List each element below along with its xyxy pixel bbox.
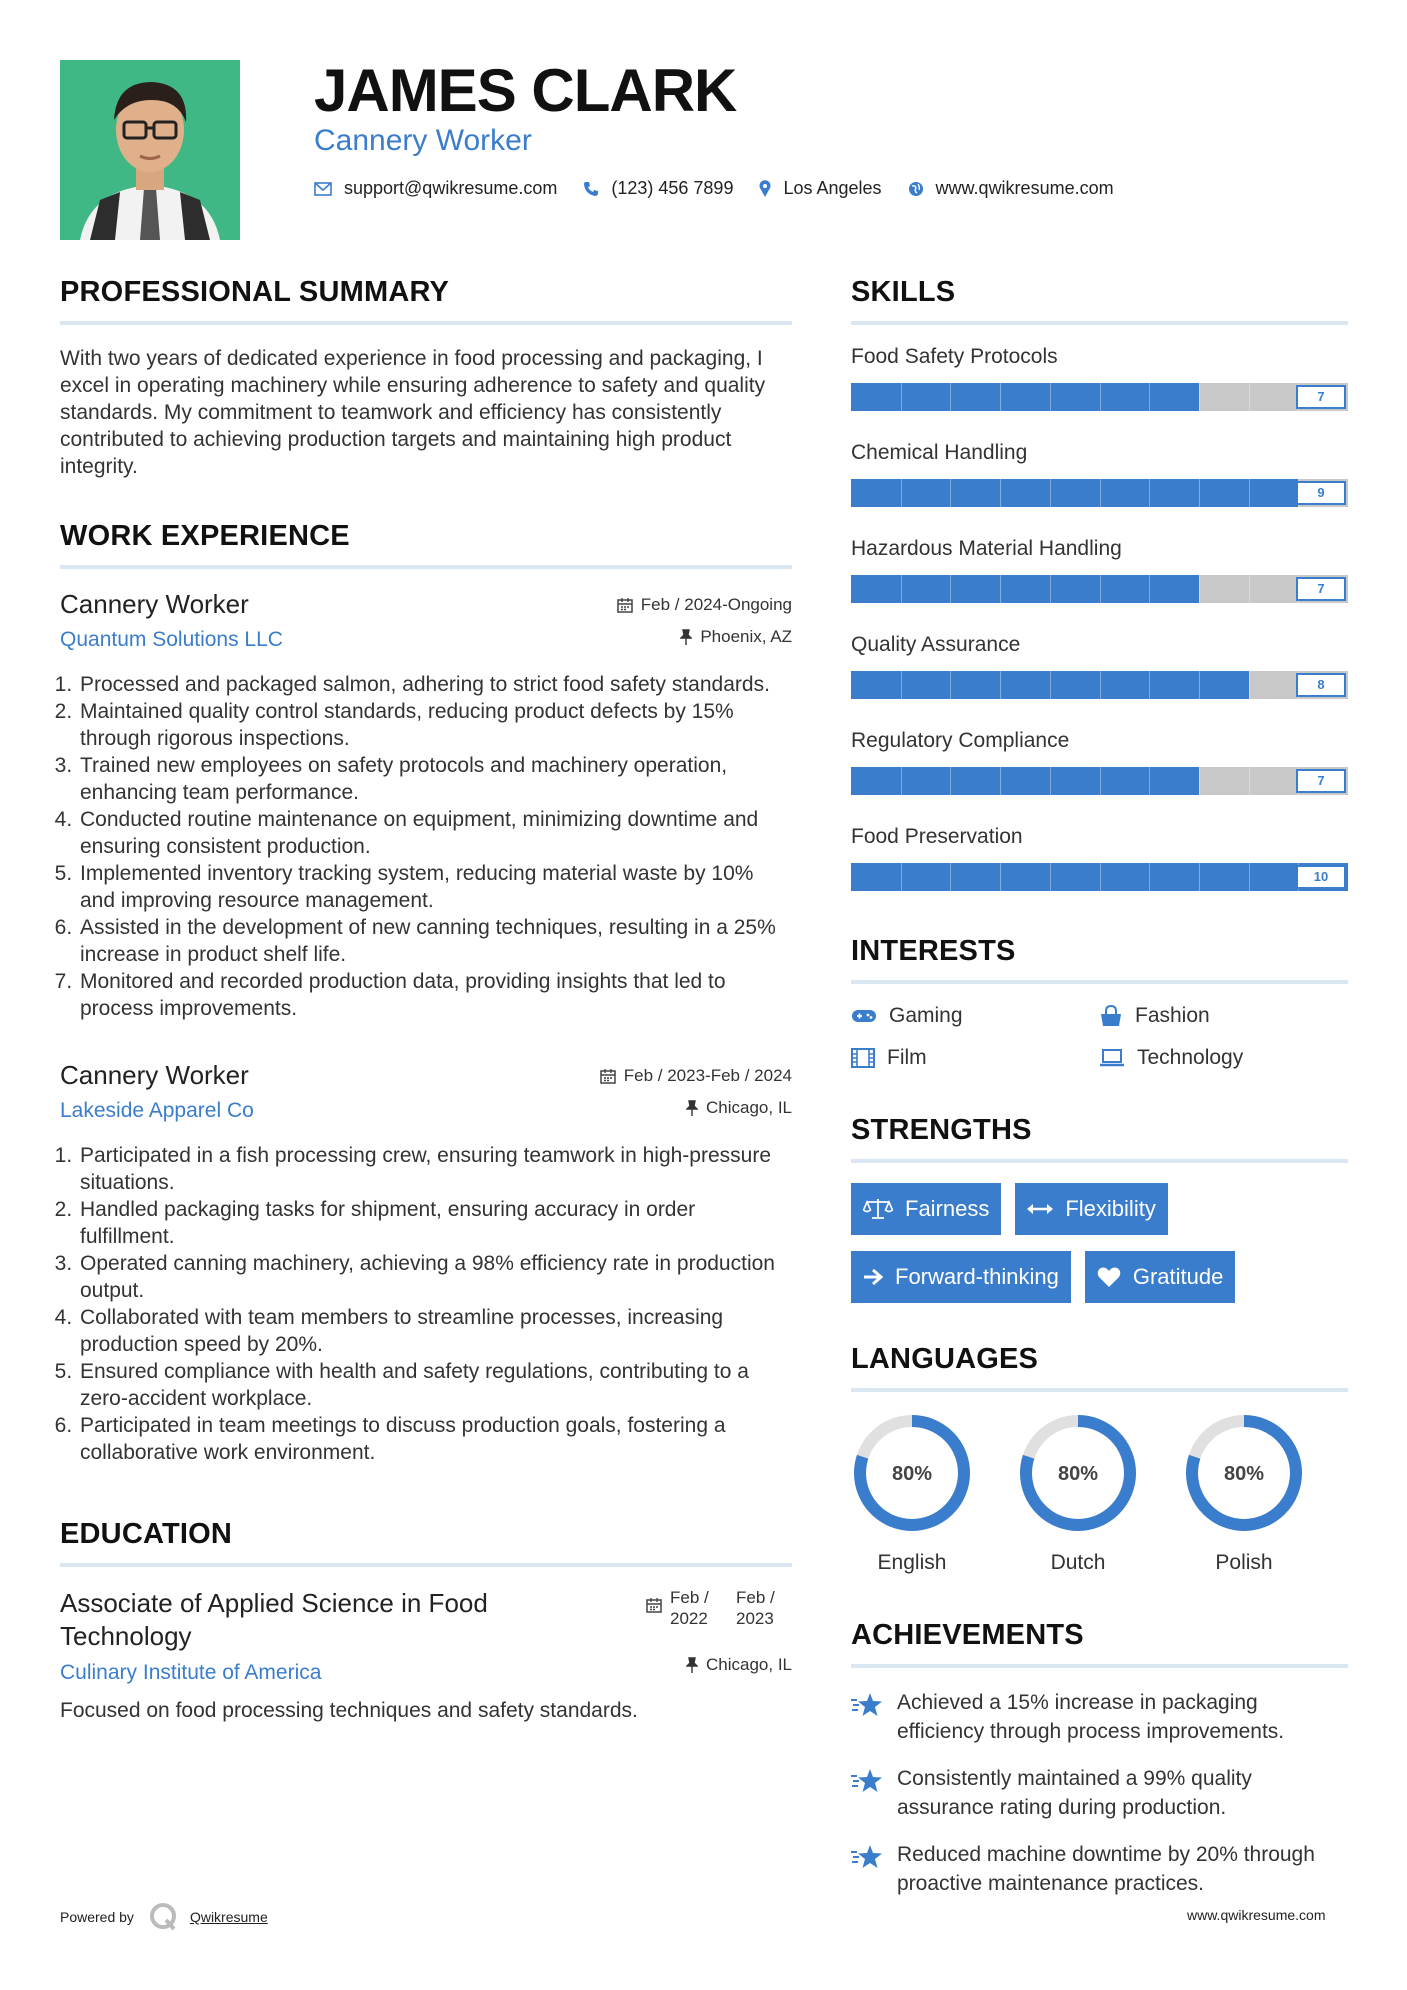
skill-bar-segment — [1000, 479, 1001, 507]
skill-bar-segment — [901, 671, 902, 699]
skill-bar — [851, 863, 1348, 891]
globe-icon — [908, 181, 924, 197]
candidate-title: Cannery Worker — [314, 124, 532, 157]
qwikresume-logo-icon — [148, 1902, 178, 1932]
brand-link[interactable]: Qwikresume — [189, 1909, 268, 1925]
job-company: Lakeside Apparel Co — [60, 1099, 254, 1122]
list-item: 4. Collaborated with team members to streamline processes, increasing production speed by 20%. — [78, 1304, 792, 1358]
skill-level: 8 — [1296, 673, 1346, 697]
skill-bar-segment — [950, 479, 951, 507]
edu-end: Feb / 2023 — [736, 1588, 775, 1628]
star-award-icon — [851, 1692, 883, 1718]
skill-bar-segment — [1100, 863, 1101, 891]
skill-bar-segment — [1249, 383, 1250, 411]
pin-icon — [680, 629, 692, 645]
balance-scale-icon — [863, 1198, 893, 1220]
strength-label: Flexibility — [1065, 1196, 1156, 1221]
language-percent: 80% — [1223, 1463, 1265, 1485]
skill-bar — [851, 575, 1348, 603]
skill-bar-segment — [1149, 479, 1150, 507]
skill-bar-segment — [1100, 767, 1101, 795]
skill-bar-segment — [1249, 575, 1250, 603]
language-ring — [851, 1412, 973, 1534]
interests-list — [851, 1004, 1348, 1070]
skill-name: Food Safety Protocols — [851, 345, 1058, 368]
edu-location: Chicago, IL — [706, 1655, 792, 1674]
interest-label: Gaming — [889, 1004, 963, 1027]
contact-email[interactable] — [314, 178, 557, 199]
skill-bar-segment — [950, 863, 951, 891]
list-item: 1. Processed and packaged salmon, adhering to strict food safety standards. — [78, 671, 792, 698]
candidate-name: JAMES CLARK — [314, 57, 737, 124]
arrow-right-icon — [863, 1268, 883, 1286]
interest-item — [1099, 1046, 1347, 1070]
job-company: Quantum Solutions LLC — [60, 628, 283, 651]
skill-bar-segment — [1050, 479, 1051, 507]
skill-bar — [851, 767, 1348, 795]
skill-bar-segment — [1100, 383, 1101, 411]
skill-level: 7 — [1296, 769, 1346, 793]
summary-heading: PROFESSIONAL SUMMARY — [60, 276, 792, 325]
interests-heading: INTERESTS — [851, 935, 1348, 984]
skill-bar-segment — [1050, 863, 1051, 891]
strengths-heading: STRENGTHS — [851, 1114, 1348, 1163]
degree-title: Associate of Applied Science in Food Technology — [60, 1588, 488, 1651]
languages-heading: LANGUAGES — [851, 1343, 1348, 1392]
star-award-icon — [851, 1844, 883, 1870]
interest-item — [851, 1046, 1099, 1070]
achievement-text: Achieved a 15% increase in packaging efficiency through process improvements. — [897, 1691, 1285, 1743]
skill-bar-fill — [851, 383, 1199, 411]
strength-label: Forward-thinking — [895, 1264, 1059, 1289]
language-percent: 80% — [1057, 1463, 1099, 1485]
strengths-list — [851, 1183, 1348, 1303]
achievement-item — [851, 1764, 1348, 1822]
achievement-text: Reduced machine downtime by 20% through proactive maintenance practices. — [897, 1843, 1315, 1895]
language-item — [1183, 1412, 1305, 1575]
list-item: 7. Monitored and recorded production data, providing insights that led to process improvements. — [78, 968, 792, 1022]
skill-bar-segment — [1249, 863, 1250, 891]
skill-bar-segment — [1149, 863, 1150, 891]
email-text: support@qwikresume.com — [344, 178, 558, 198]
job-bullets — [60, 1142, 792, 1466]
language-ring — [1183, 1412, 1305, 1534]
job-entry — [60, 589, 792, 1022]
skills-heading: SKILLS — [851, 276, 1348, 325]
interest-item — [851, 1004, 1099, 1028]
list-item: 3. Trained new employees on safety protocols and machinery operation, enhancing team performance. — [78, 752, 792, 806]
laptop-icon — [1099, 1049, 1125, 1067]
list-item: 3. Operated canning machinery, achieving a 98% efficiency rate in production output. — [78, 1250, 792, 1304]
skill-level: 7 — [1296, 577, 1346, 601]
skill-bar-segment — [1000, 767, 1001, 795]
education-entry — [60, 1587, 792, 1724]
contact-location — [759, 178, 881, 199]
interest-label: Fashion — [1135, 1004, 1210, 1027]
strength-label: Fairness — [905, 1196, 990, 1221]
job-title: Cannery Worker — [60, 1060, 249, 1090]
language-name: English — [877, 1551, 947, 1574]
gamepad-icon — [851, 1008, 877, 1024]
job-location: Phoenix, AZ — [700, 627, 792, 646]
skill-bar — [851, 479, 1348, 507]
calendar-icon — [600, 1068, 616, 1084]
skill-bar-segment — [901, 767, 902, 795]
list-item: 5. Ensured compliance with health and safety regulations, contributing to a zero-accident workplace. — [78, 1358, 792, 1412]
list-item: 2. Maintained quality control standards, reducing product defects by 15% through rigorous inspections. — [78, 698, 792, 752]
skill-bar-segment — [1050, 671, 1051, 699]
skill-bar-segment — [1100, 479, 1101, 507]
language-name: Dutch — [1050, 1551, 1106, 1574]
skill-bar-segment — [901, 383, 902, 411]
skill-bar-segment — [950, 383, 951, 411]
job-bullets — [60, 671, 792, 1022]
skill-bar-segment — [1249, 479, 1250, 507]
list-item: 4. Conducted routine maintenance on equipment, minimizing downtime and ensuring consistent production. — [78, 806, 792, 860]
job-dates: Feb / 2024-Ongoing — [640, 595, 792, 614]
strength-tag — [1015, 1183, 1167, 1235]
star-award-icon — [851, 1768, 883, 1794]
education-heading: EDUCATION — [60, 1518, 792, 1567]
list-item: 6. Participated in team meetings to discuss production goals, fostering a collaborative work environment. — [78, 1412, 792, 1466]
skill-item — [851, 825, 1348, 891]
skill-bar-segment — [1149, 575, 1150, 603]
language-ring — [1017, 1412, 1139, 1534]
arrows-horizontal-icon — [1027, 1202, 1053, 1216]
list-item: 1. Participated in a fish processing crew, ensuring teamwork in high-pressure situations. — [78, 1142, 792, 1196]
job-title: Cannery Worker — [60, 589, 249, 619]
skill-name: Quality Assurance — [851, 633, 1021, 656]
skill-item — [851, 633, 1348, 699]
skill-bar-segment — [1199, 383, 1200, 411]
website-text: www.qwikresume.com — [935, 178, 1114, 198]
skill-item — [851, 441, 1348, 507]
contact-phone[interactable] — [583, 178, 733, 199]
skill-bar-segment — [1000, 863, 1001, 891]
skill-bar-segment — [1149, 671, 1150, 699]
calendar-icon — [617, 597, 633, 613]
pin-icon — [686, 1100, 698, 1116]
skill-bar-segment — [1199, 767, 1200, 795]
contact-website[interactable] — [908, 178, 1114, 199]
skill-item — [851, 729, 1348, 795]
skill-bar — [851, 671, 1348, 699]
skill-bar — [851, 383, 1348, 411]
skill-bar-segment — [1249, 671, 1250, 699]
heart-icon — [1097, 1266, 1121, 1288]
edu-description: Focused on food processing techniques and safety standards. — [60, 1699, 638, 1722]
skill-name: Regulatory Compliance — [851, 729, 1070, 752]
right-column — [851, 276, 1348, 1916]
skill-bar-segment — [1149, 383, 1150, 411]
phone-text: (123) 456 7899 — [611, 178, 734, 198]
profile-photo — [60, 60, 240, 240]
skill-bar-fill — [851, 479, 1298, 507]
job-dates: Feb / 2023-Feb / 2024 — [623, 1066, 792, 1085]
film-icon — [851, 1048, 875, 1068]
skill-bar-segment — [901, 575, 902, 603]
skill-bar-segment — [1050, 575, 1051, 603]
skill-bar-segment — [1249, 767, 1250, 795]
skill-bar-segment — [1199, 575, 1200, 603]
language-item — [1017, 1412, 1139, 1575]
interest-item — [1099, 1004, 1347, 1028]
list-item: 2. Handled packaging tasks for shipment, ensuring accuracy in order fulfillment. — [78, 1196, 792, 1250]
skill-bar-fill — [851, 767, 1199, 795]
list-item: 6. Assisted in the development of new canning techniques, resulting in a 25% increase in product shelf life. — [78, 914, 792, 968]
skill-bar-segment — [901, 863, 902, 891]
skill-bar-segment — [1149, 767, 1150, 795]
achievements-list — [851, 1688, 1348, 1898]
map-marker-icon — [759, 180, 771, 198]
language-name: Polish — [1215, 1551, 1273, 1574]
skill-level: 9 — [1296, 481, 1346, 505]
interest-label: Film — [887, 1046, 927, 1069]
job-location: Chicago, IL — [706, 1098, 792, 1117]
achievement-item — [851, 1840, 1348, 1898]
skills-list — [851, 345, 1348, 891]
pin-icon — [686, 1657, 698, 1673]
skill-item — [851, 345, 1348, 411]
skill-bar-segment — [1000, 383, 1001, 411]
language-item — [851, 1412, 973, 1575]
school-name: Culinary Institute of America — [60, 1661, 322, 1684]
footer-url[interactable]: www.qwikresume.com — [1187, 1907, 1326, 1923]
skill-bar-segment — [950, 671, 951, 699]
skill-bar-segment — [1199, 479, 1200, 507]
skill-bar-segment — [950, 767, 951, 795]
skill-bar-segment — [1050, 767, 1051, 795]
strength-tag — [1085, 1251, 1236, 1303]
skill-name: Chemical Handling — [851, 441, 1028, 464]
skill-level: 10 — [1296, 865, 1346, 889]
achievements-heading: ACHIEVEMENTS — [851, 1619, 1348, 1668]
languages-list — [851, 1412, 1348, 1575]
strength-tag — [851, 1251, 1071, 1303]
skill-bar-segment — [1199, 863, 1200, 891]
skill-bar-segment — [1199, 671, 1200, 699]
work-heading: WORK EXPERIENCE — [60, 520, 792, 569]
skill-item — [851, 537, 1348, 603]
powered-by-text: Powered by — [60, 1909, 134, 1925]
achievement-text: Consistently maintained a 99% quality assurance rating during production. — [897, 1767, 1252, 1819]
list-item: 5. Implemented inventory tracking system, reducing material waste by 10% and improving resource management. — [78, 860, 792, 914]
strength-tag — [851, 1183, 1001, 1235]
skill-bar-segment — [1100, 671, 1101, 699]
summary-text: With two years of dedicated experience in food processing and packaging, I excel in operating machinery while ensuring adherence to safety and quality standards. My commitment to teamwork and efficiency has consistently contributed to achieving production targets and maintaining high product integrity. — [60, 347, 766, 478]
skill-bar-segment — [1000, 575, 1001, 603]
avatar — [60, 60, 240, 240]
skill-bar-fill — [851, 575, 1199, 603]
phone-icon — [583, 181, 599, 197]
contact-bar — [314, 178, 1140, 199]
location-text: Los Angeles — [783, 178, 882, 198]
skill-bar-segment — [1100, 575, 1101, 603]
interest-label: Technology — [1137, 1046, 1244, 1069]
envelope-icon — [314, 182, 332, 196]
skill-bar-segment — [1050, 383, 1051, 411]
skill-bar-segment — [901, 479, 902, 507]
skill-name: Hazardous Material Handling — [851, 537, 1122, 560]
achievement-item — [851, 1688, 1348, 1746]
edu-start: Feb / 2022 — [670, 1588, 709, 1628]
skill-bar-segment — [950, 575, 951, 603]
footer-powered-by — [60, 1902, 268, 1932]
strength-label: Gratitude — [1132, 1264, 1224, 1289]
job-entry — [60, 1060, 792, 1466]
skill-level: 7 — [1296, 385, 1346, 409]
shopping-bag-icon — [1099, 1005, 1123, 1027]
language-percent: 80% — [891, 1463, 933, 1485]
calendar-icon — [646, 1597, 662, 1613]
left-column — [60, 276, 792, 1724]
skill-bar-segment — [1000, 671, 1001, 699]
skill-name: Food Preservation — [851, 825, 1023, 848]
